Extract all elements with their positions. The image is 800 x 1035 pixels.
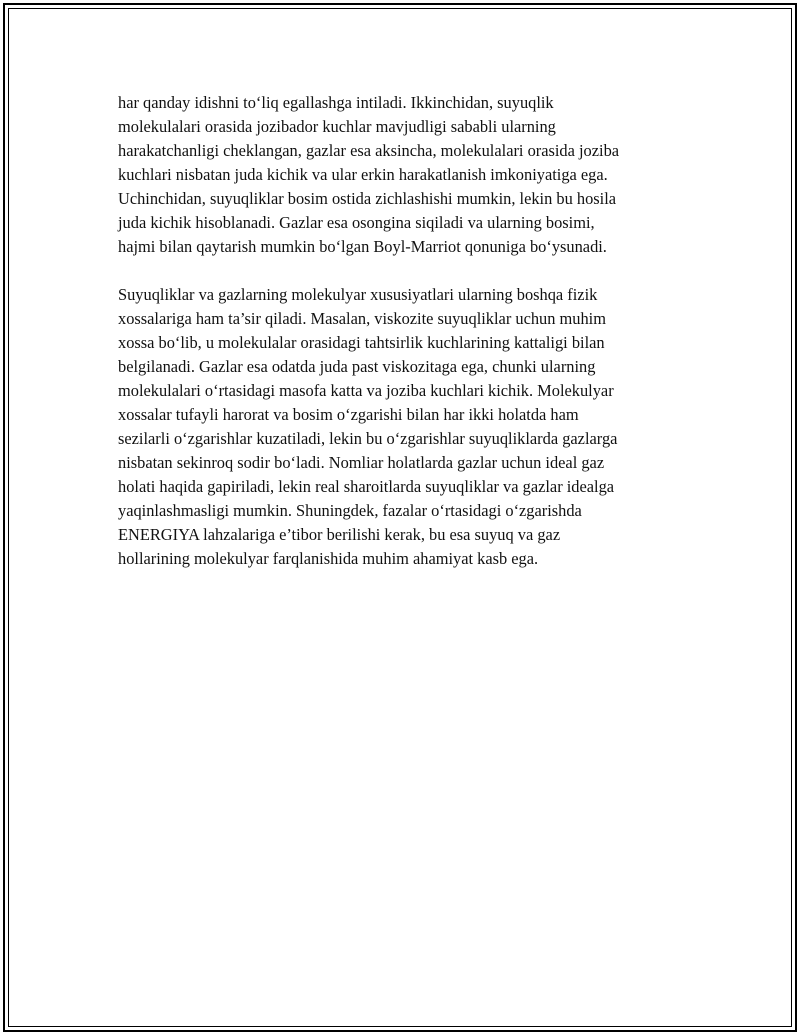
document-body: [118, 91, 698, 595]
paragraph-2: Suyuqliklar va gazlarning molekulyar xususiyatlari ularning boshqa fizik xossalariga ham ta’sir qiladi. Masalan, viskozite suyuqliklar uchun muhim xossa bo‘lib, u molekulalar orasidagi tahtsirlik kuchlarining kattaligi bilan belgilanadi. Gazlar esa odatda juda past viskozitaga ega, chunki ularning molekulalari o‘rtasidagi masofa katta va joziba kuchlari kichik. Molekulyar xossalar tufayli harorat va bosim o‘zgarishi bilan har ikki holatda ham sezilarli o‘zgarishlar kuzatiladi, lekin bu o‘zgarishlar suyuqliklarda gazlarga nisbatan sekinroq sodir bo‘ladi. Nomliar holatlarda gazlar uchun ideal gaz holati haqida gapiriladi, lekin real sharoitlarda suyuqliklar va gazlar idealga yaqinlashmasligi mumkin. Shuningdek, fazalar o‘rtasidagi o‘zgarishda ENERGIYA lahzalariga e’tibor berilishi kerak, bu esa suyuq va gaz hollarining molekulyar farqlanishida muhim ahamiyat kasb ega.: [118, 285, 618, 568]
paragraph-1: har qanday idishni to‘liq egallashga intiladi. Ikkinchidan, suyuqlik molekulalari orasida jozibador kuchlar mavjudligi sababli ularning harakatchanligi cheklangan, gazlar esa aksincha, molekulalari orasida joziba kuchlari nisbatan juda kichik va ular erkin harakatlanish imkoniyatiga ega. Uchinchidan, suyuqliklar bosim ostida zichlashishi mumkin, lekin bu hosila juda kichik hisoblanadi. Gazlar esa osongina siqiladi va ularning bosimi, hajmi bilan qaytarish mumkin bo‘lgan Boyl-Marriot qonuniga bo‘ysunadi.: [118, 93, 620, 256]
